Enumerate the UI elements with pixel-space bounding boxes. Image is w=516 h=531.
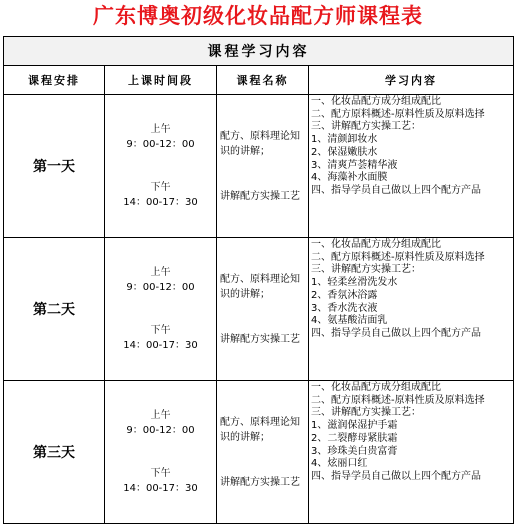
- content-line: 4、炫丽口红: [311, 458, 368, 470]
- content-line: 2、香氛沐浴露: [311, 289, 378, 301]
- content-line: 四、指导学员自己做以上四个配方产品: [311, 470, 481, 482]
- content-line: 四、指导学员自己做以上四个配方产品: [311, 184, 481, 196]
- time-cell: [105, 238, 217, 381]
- table-row: [4, 381, 514, 524]
- course-theory: 配方、原料理论知识的讲解；: [220, 130, 300, 157]
- course-practice: 讲解配方实操工艺: [220, 190, 300, 202]
- day-label: 第二天: [4, 238, 105, 381]
- content-line: 1、轻柔丝滑洗发水: [311, 277, 398, 289]
- pm-label: 下午: [150, 325, 171, 336]
- pm-time: 14：00-17：30: [123, 197, 198, 208]
- course-theory: 配方、原料理论知识的讲解；: [220, 273, 300, 300]
- content-line: 4、氨基酸洁面乳: [311, 315, 388, 327]
- content-line: 2、保湿嫩肤水: [311, 146, 378, 158]
- course-schedule-table: [3, 36, 514, 524]
- content-cell: [309, 381, 514, 524]
- content-line: 一、化妆品配方成分组成配比: [311, 382, 441, 393]
- content-line: 2、二裂酵母紧肤霜: [311, 432, 398, 444]
- content-cell: [309, 95, 514, 238]
- content-line: 1、清颜卸妆水: [311, 134, 378, 146]
- content-line: 一、化妆品配方成分组成配比: [311, 96, 441, 107]
- content-line: 三、讲解配方实操工艺：: [311, 264, 421, 276]
- course-cell: [217, 381, 309, 524]
- am-time: 9：00-12：00: [126, 425, 195, 436]
- content-line: 1、滋润保湿护手霜: [311, 420, 398, 432]
- am-label: 上午: [150, 410, 171, 421]
- header-schedule: 课程安排: [4, 66, 105, 95]
- am-time: 9：00-12：00: [126, 139, 195, 150]
- content-line: 4、海藻补水面膜: [311, 172, 388, 184]
- pm-time: 14：00-17：30: [123, 340, 198, 351]
- header-content: 学习内容: [309, 66, 514, 95]
- course-theory: 配方、原料理论知识的讲解；: [220, 416, 300, 443]
- time-cell: [105, 381, 217, 524]
- pm-label: 下午: [150, 468, 171, 479]
- am-time: 9：00-12：00: [126, 282, 195, 293]
- course-cell: [217, 95, 309, 238]
- course-practice: 讲解配方实操工艺: [220, 333, 300, 345]
- day-label: 第一天: [4, 95, 105, 238]
- content-line: 四、指导学员自己做以上四个配方产品: [311, 327, 481, 339]
- am-label: 上午: [150, 124, 171, 135]
- day-label: 第三天: [4, 381, 105, 524]
- table-banner: 课程学习内容: [4, 37, 514, 66]
- page-title: 广东博奥初级化妆品配方师课程表: [93, 3, 423, 28]
- content-line: 二、配方原料概述-原料性质及原料选择: [311, 251, 485, 263]
- header-row: [4, 66, 514, 95]
- header-time: 上课时间段: [105, 66, 217, 95]
- content-line: 二、配方原料概述-原料性质及原料选择: [311, 394, 485, 406]
- content-line: 三、讲解配方实操工艺：: [311, 407, 421, 419]
- course-practice: 讲解配方实操工艺: [220, 476, 300, 488]
- time-cell: [105, 95, 217, 238]
- header-course-name: 课程名称: [217, 66, 309, 95]
- course-cell: [217, 238, 309, 381]
- content-line: 3、清爽芦荟精华液: [311, 159, 398, 171]
- content-line: 3、香水洗衣液: [311, 302, 378, 314]
- content-line: 三、讲解配方实操工艺：: [311, 121, 421, 133]
- content-line: 一、化妆品配方成分组成配比: [311, 239, 441, 250]
- content-cell: [309, 238, 514, 381]
- content-line: 二、配方原料概述-原料性质及原料选择: [311, 108, 485, 120]
- pm-time: 14：00-17：30: [123, 483, 198, 494]
- pm-label: 下午: [150, 182, 171, 193]
- table-row: [4, 238, 514, 381]
- am-label: 上午: [150, 267, 171, 278]
- content-line: 3、珍珠美白贵富膏: [311, 445, 398, 457]
- table-row: [4, 95, 514, 238]
